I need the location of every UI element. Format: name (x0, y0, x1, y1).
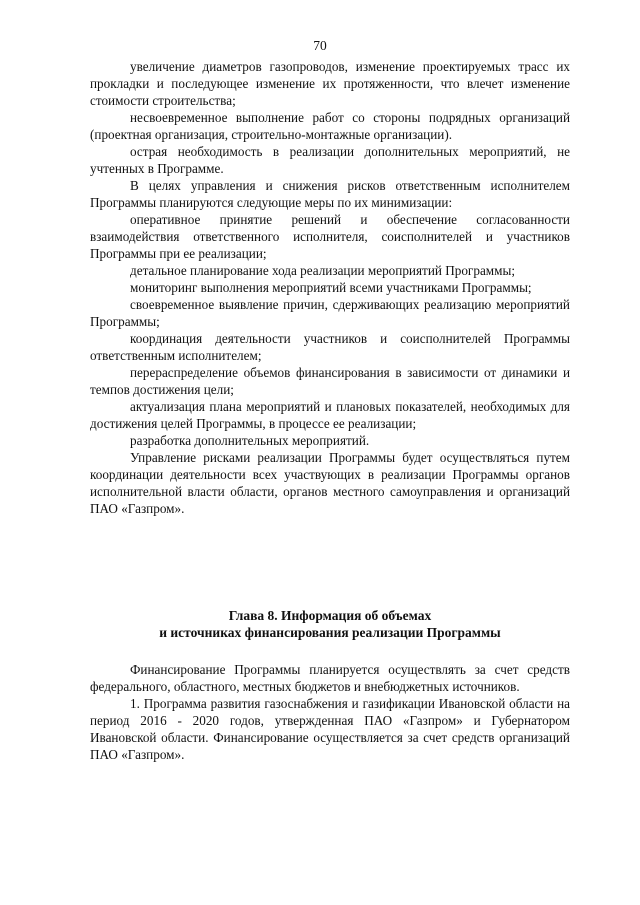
paragraph-risk-management-summary: Управление рисками реализации Программы будет осуществляться путем координации деятельности всех участвующих в реализации Программы органов исполнительной власти области, органов местного самоуправления и организаций ПАО «Газпром». (90, 450, 570, 516)
paragraph-funding-redistribution: перераспределение объемов финансирования в зависимости от динамики и темпов достижения цели; (90, 365, 570, 397)
paragraph-additional-measures-need: острая необходимость в реализации дополнительных мероприятий, не учтенных в Программе. (90, 144, 570, 176)
page-number: 70 (313, 38, 327, 53)
financing-text (90, 661, 570, 763)
risk-management-text (90, 58, 570, 517)
paragraph-cause-identification: своевременное выявление причин, сдерживающих реализацию мероприятий Программы; (90, 297, 570, 329)
chapter-heading (90, 607, 570, 641)
paragraph-coordination: координация деятельности участников и соисполнителей Программы ответственным исполнителем; (90, 331, 570, 363)
paragraph-gas-pipeline-diameter: увеличение диаметров газопроводов, изменение проектируемых трасс их прокладки и последующее изменение их протяженности, что влечет изменение стоимости строительства; (90, 59, 570, 108)
chapter-title-line-1: Глава 8. Информация об объемах (228, 608, 432, 623)
paragraph-financing-sources: Финансирование Программы планируется осуществлять за счет средств федерального, областного, местных бюджетов и внебюджетных источников. (90, 662, 570, 694)
chapter-title-line-2: и источниках финансирования реализации Программы (159, 625, 501, 640)
paragraph-additional-activities: разработка дополнительных мероприятий. (130, 433, 370, 448)
paragraph-monitoring: мониторинг выполнения мероприятий всеми участниками Программы; (130, 280, 532, 295)
paragraph-detailed-planning: детальное планирование хода реализации мероприятий Программы; (130, 263, 516, 278)
paragraph-gazprom-program: 1. Программа развития газоснабжения и газификации Ивановской области на период 2016 - 2020 годов, утвержденная ПАО «Газпром» и Губернатором Ивановской области. Финансирование осуществляется за счет средств организаций ПАО «Газпром». (90, 696, 570, 762)
paragraph-operational-decisions: оперативное принятие решений и обеспечение согласованности взаимодействия ответственного исполнителя, соисполнителей и участников Программы при ее реализации; (90, 212, 570, 261)
paragraph-contractor-delays: несвоевременное выполнение работ со стороны подрядных организаций (проектная организация, строительно-монтажные организации). (90, 110, 570, 142)
paragraph-risk-mitigation-intro: В целях управления и снижения рисков ответственным исполнителем Программы планируются следующие меры по их минимизации: (90, 178, 570, 210)
paragraph-plan-update: актуализация плана мероприятий и плановых показателей, необходимых для достижения целей Программы, в процессе ее реализации; (90, 399, 570, 431)
